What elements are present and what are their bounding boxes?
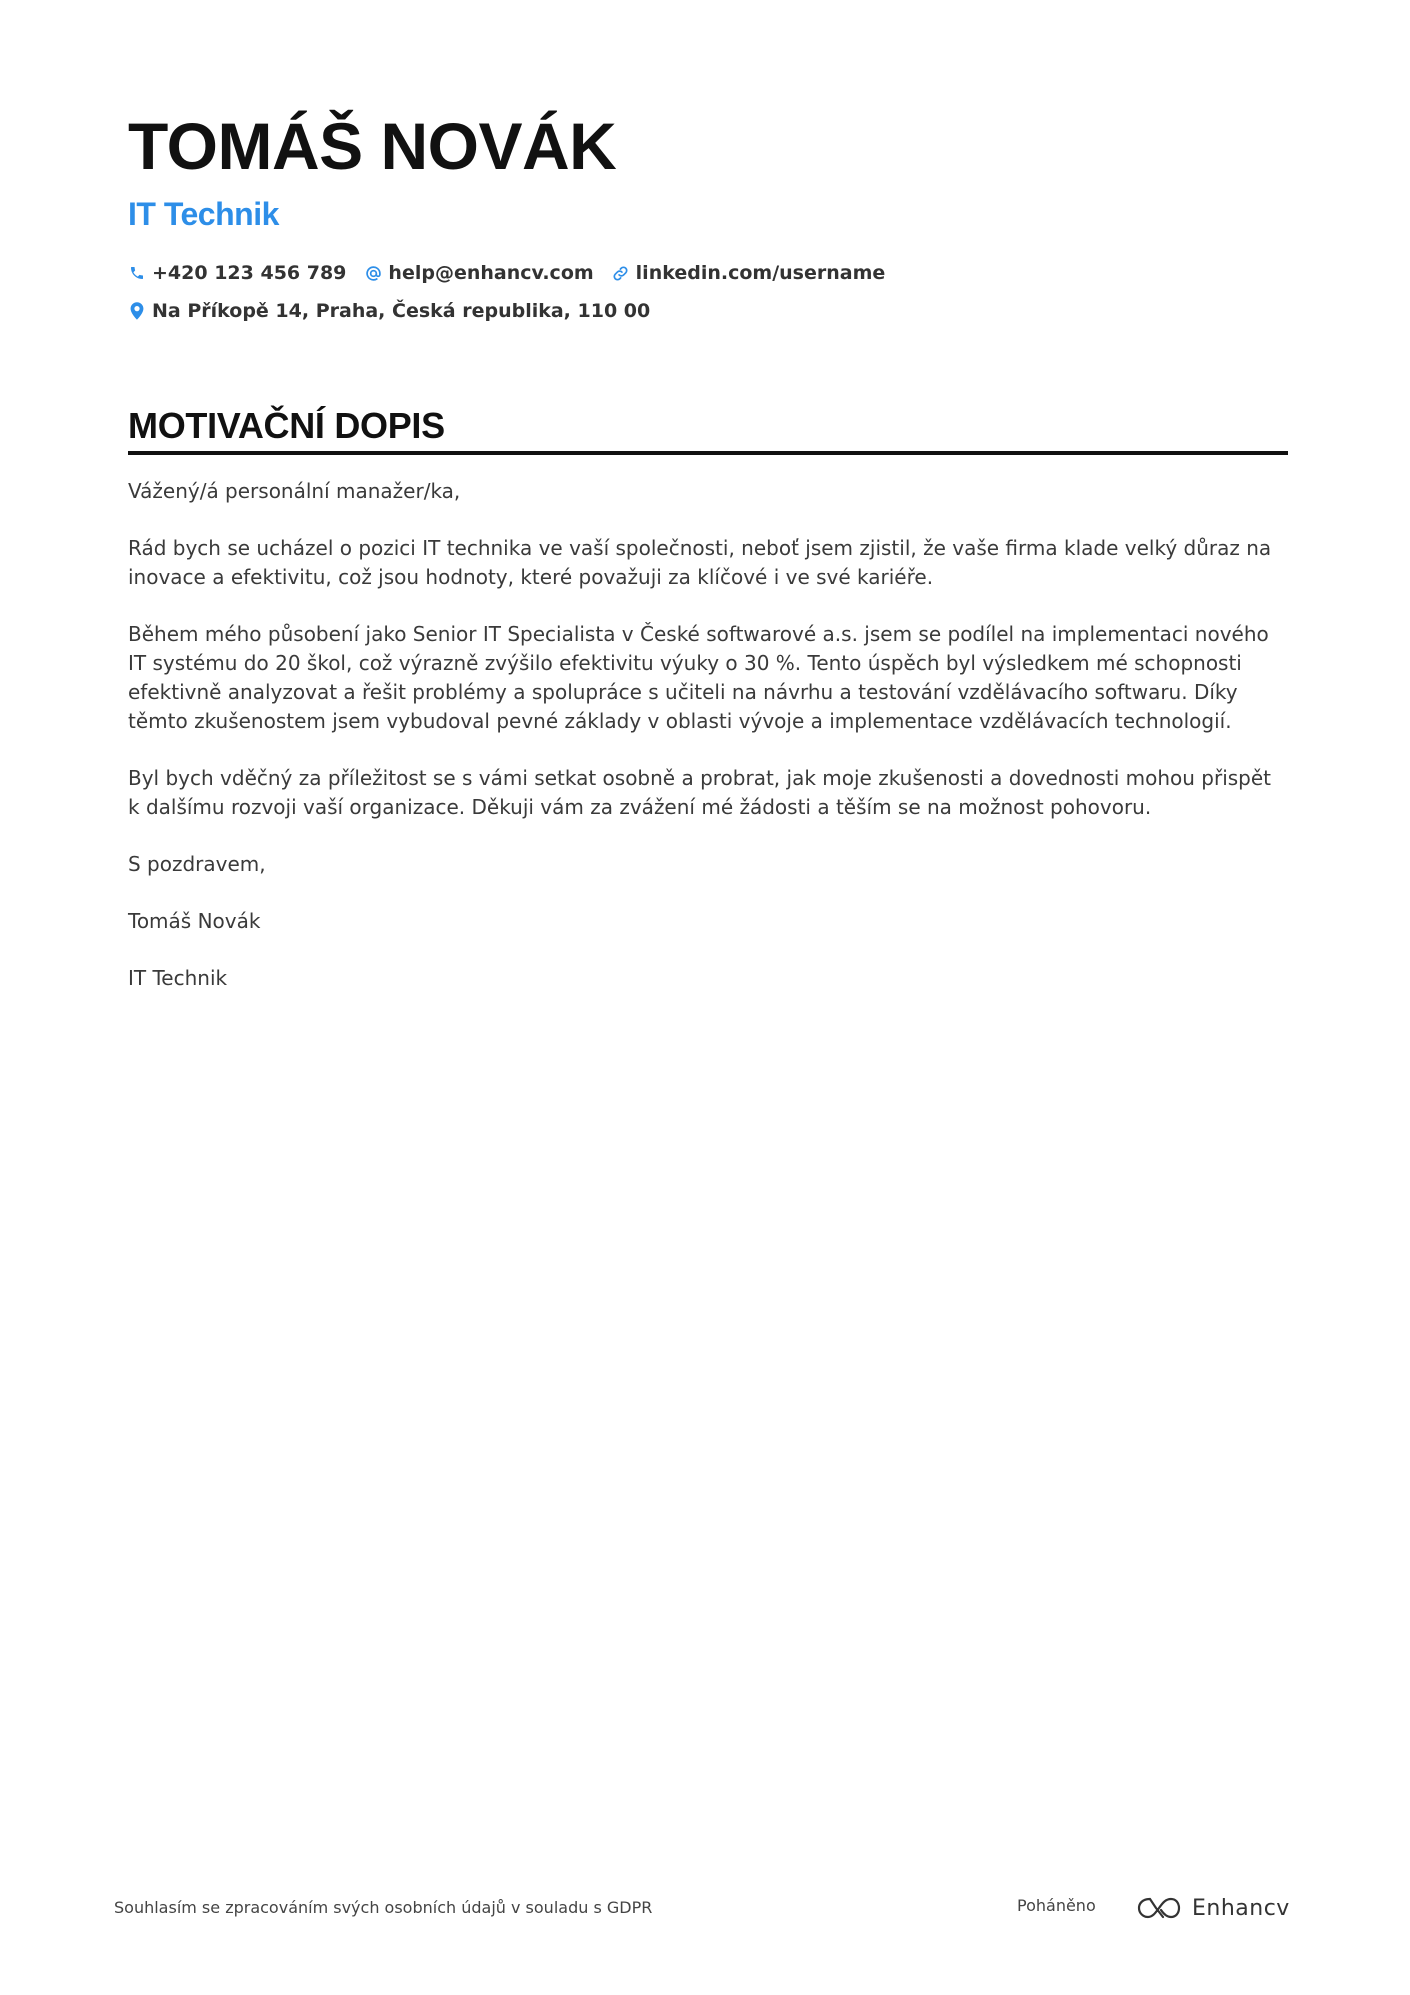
- signature-name: Tomáš Novák: [128, 909, 261, 933]
- letter-paragraph: Byl bych vděčný za příležitost se s vámi setkat osobně a probrat, jak moje zkušenosti a dovednosti mohou přispět k dalšímu rozvoji vaší organizace. Děkuji vám za zvážení mé žádosti a těším se na možnost pohovoru.: [128, 766, 1272, 819]
- enhancv-logo-icon: [1136, 1895, 1182, 1921]
- contact-phone: [128, 262, 346, 284]
- email-text[interactable]: help@enhancv.com: [388, 262, 594, 284]
- powered-by-label: Poháněno: [1017, 1896, 1096, 1915]
- contact-row-primary: [128, 258, 1288, 288]
- footer: [114, 1888, 1290, 1928]
- location-pin-icon: [128, 302, 146, 320]
- letter-paragraph: Během mého působení jako Senior IT Specialista v České softwarové a.s. jsem se podílel na implementaci nového IT systému do 20 škol, což výrazně zvýšilo efektivitu výuky o 30 %. Tento úspěch byl výsledkem mé schopnosti efektivně analyzovat a řešit problémy a spolupráce s učiteli na návrhu a testování vzdělávacího softwaru. Díky těmto zkušenostem jsem vybudoval pevné základy v oblasti vývoje a implementace vzdělávacích technologií.: [128, 622, 1269, 733]
- letter-body: [128, 477, 1288, 993]
- contact-info: [128, 258, 1288, 326]
- letter-paragraph: Rád bych se ucházel o pozici IT technika ve vaší společnosti, neboť jsem zjistil, že vaše firma klade velký důraz na inovace a efektivitu, což jsou hodnoty, které považuji za klíčové i ve své kariéře.: [128, 536, 1272, 589]
- section-divider: [128, 451, 1288, 455]
- candidate-name: TOMÁŠ NOVÁK: [128, 109, 617, 183]
- letter-closing: S pozdravem,: [128, 852, 266, 876]
- phone-icon: [128, 264, 146, 282]
- cover-letter-section: [128, 403, 1288, 1021]
- phone-text: +420 123 456 789: [152, 262, 347, 284]
- link-icon: [612, 264, 630, 282]
- candidate-role: IT Technik: [128, 196, 279, 232]
- contact-linkedin[interactable]: [612, 262, 886, 284]
- address-text: Na Příkopě 14, Praha, Česká republika, 110 00: [152, 300, 651, 322]
- enhancv-brand[interactable]: [1136, 1888, 1290, 1928]
- signature-role: IT Technik: [128, 966, 228, 990]
- header: [128, 108, 1288, 334]
- contact-email[interactable]: [364, 262, 593, 284]
- brand-name[interactable]: Enhancv: [1192, 1895, 1290, 1921]
- contact-row-address: [128, 296, 1288, 326]
- linkedin-text[interactable]: linkedin.com/username: [635, 262, 886, 284]
- section-title: MOTIVAČNÍ DOPIS: [128, 405, 445, 446]
- letter-greeting: Vážený/á personální manažer/ka,: [128, 479, 461, 503]
- at-icon: [364, 264, 382, 282]
- gdpr-consent: Souhlasím se zpracováním svých osobních údajů v souladu s GDPR: [114, 1898, 653, 1917]
- contact-address: [128, 300, 650, 322]
